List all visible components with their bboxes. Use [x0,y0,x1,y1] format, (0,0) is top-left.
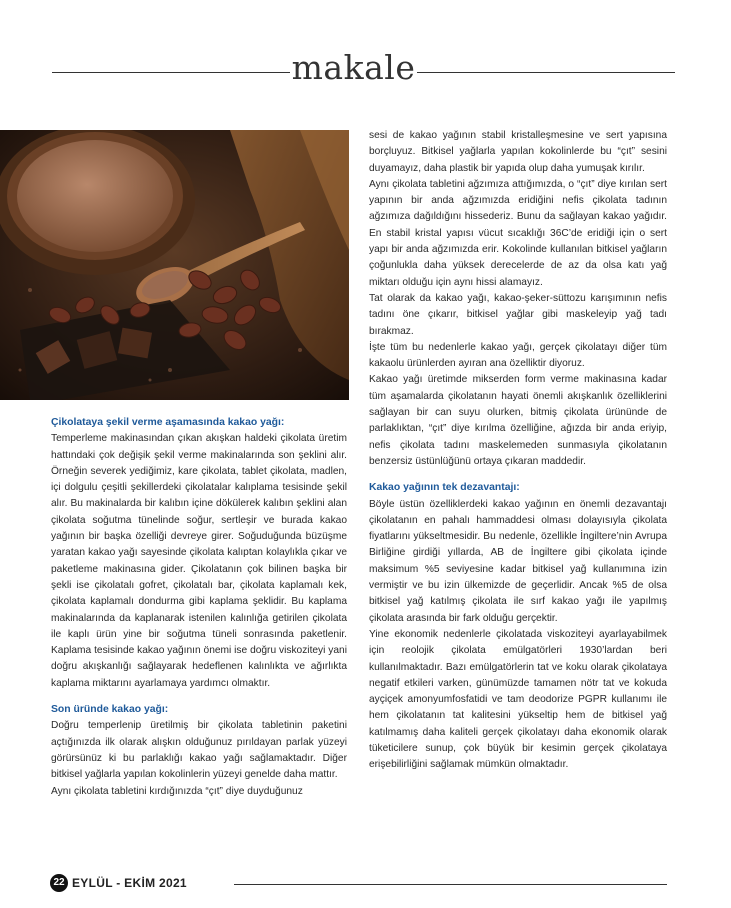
section-text-shaping: Temperleme makinasından çıkan akışkan haldeki çikolata üretim hattındaki çok değişik şekil verme makinalarında son şeklini alır. Örneğin severek yediğimiz, kare çikolata, tablet çikolata, madlen, içi dolgulu çeşitli şekillerdeki çikolatalar kalıplama tesisinde şekil alır. Bu makinalarda bir kalıbın içine dökülerek kalıbın şeklini alan çikolata soğutma tünelinde soğur, sertleşir ve burada kakao yağının bir başka özelliği devreye girer. Soğuduğunda büzüşme yaratan kakao yağı sayesinde çikolata kalıptan kolaylıkla çıkar ve paketleme makinasına gider. Çikolatanın çok bilinen başka bir şekli ise çikolatalı gofret, çikolatalı bar, çikolata kaplamalı kek, çikolata kaplamalı dondurma gibi kaplama şeklidir. Bu kaplama makinalarında da kaplanarak istenilen kalınlığa getirilen çikolata ile kaplı ürün yine bir soğutma tüneli sonrasında paketlenir. Kaplama tesisinde kakao yağının önemi ise doğru viskoziteyi yani doğru akışkanlığı sağlayarak hedeflenen kalınlıkta ve ağırlıkta kaplama miktarını ayarlamaya yardımcı olmaktır. [51,433,347,689]
header-rule-left [52,72,290,73]
section-heading-disadvantage: Kakao yağının tek dezavantajı: [369,482,520,494]
cocoa-photo [0,130,349,400]
paragraph-main-feature: İşte tüm bu nedenlerle kakao yağı, gerçek çikolatayı diğer tüm kakaolu ürünlerden ayıran ana özelliktir diyoruz. [369,341,667,370]
paragraph-taste: Tat olarak da kakao yağı, kakao-şeker-süttozu karışımının nefis tadını öne çıkarır, bitkisel yağlar gibi maskeleyip yağ tadı bırakmaz. [369,292,667,337]
footer-rule [234,884,667,885]
section-heading-final-product: Son üründe kakao yağı: [51,704,169,716]
header-rule-right [417,72,675,73]
paragraph-summary: Kakao yağı üretimde mikserden form verme makinasına kadar tüm aşamalarda çikolatanın hayati önemli akışkanlık özelliklerini sağlayan bir can suyu olurken, bitmiş çikolata ürününde de parlaklıktan, “çıt” diye kırılma özelliğine, ağızda bir anda eriyip, nefis çikolata tadını maskelemeden sunmasıyla çikolatanın benzersiz üstünlüğünü ortaya çıkaran maddedir. [369,374,667,467]
section-brand: makale [291,48,416,87]
issue-date: EYLÜL - EKİM 2021 [72,876,187,890]
right-column [369,128,667,774]
left-column [51,415,347,800]
section-heading-shaping: Çikolataya şekil verme aşamasında kakao yağı: [51,417,285,428]
paragraph-emulsifiers: Yine ekonomik nedenlerle çikolatada viskoziteyi ayarlayabilmek için reolojik çikolata emülgatörleri 1930’lardan beri kullanılmaktadır. Bazı emülgatörlerin tat ve koku olarak çikolataya negatif etkileri varken, günümüzde tamamen nötr tat ve kokuda ayçiçek amonyumfosfatidi ve tam deodorize PGPR kullanımı ile hem çikolatanın tat kalitesini yükseltip hem de bitkisel yağ katılmamış daha kaliteli gerçek çikolatayı daha ekonomik olarak tüketicilere sunup, çok büyük bir kesimin gerçek çikolataya erişebilirliğini sağlamak mümkün olmaktadır. [369,628,667,771]
paragraph-disadvantage: Böyle üstün özelliklerdeki kakao yağının en önemli dezavantajı çikolatanın en pahalı hammaddesi olması dolayısıyla çikolata fiyatlarını yükseltmesidir. Bu nedenle, özellikle İngiltere’nin Avrupa Birliğine girdiği yıllarda, AB de İngiltere gibi çikolata içinde maksimum %5 seviyesine kadar bitkisel yağ kullanımına izin vermiştir ve bu izin ülkemizde de geçerlidir. Ancak %5 de olsa bitkisel yağ katılmış çikolata ile sırf kakao yağı ile yapılmış çikolata arasında bir fark olduğu gerçektir. [369,498,667,624]
paragraph-final-product-2: Aynı çikolata tabletini kırdığınızda “çıt” diye duyduğunuz [51,785,303,797]
page-number: 22 [50,874,68,892]
paragraph-snap-sound: sesi de kakao yağının stabil kristalleşmesine ve sert yapısına borçluyuz. Bitkisel yağlarla yapılan kokolinlerde bu “çıt” sesini duyamayız, daha plastik bir yapıda olup daha yumuşak kırılır. [369,130,667,174]
paragraph-final-product-1: Doğru temperlenip üretilmiş bir çikolata tabletinin paketini açtığınızda ilk olarak alışkın olduğunuz pırıldayan parlak yüzeyi görürsünüz ki bu parlaklığı kakao yağı sağlamaktadır. Diğer bitkisel yağlarla yapılan kokolinlerin yüzeyi genelde daha mattır. [51,720,347,781]
cocoa-photo-illustration [0,130,349,400]
paragraph-melting: Aynı çikolata tabletini ağzımıza attığımızda, o “çıt” diye kırılan sert yapının bir anda ağzımızda eridiğini nefis çikolata tadının ağzımıza dağıldığını hissederiz. Bunu da sağlayan kakao yağıdır. En stabil kristal yapısı vücut sıcaklığı 36C’de eridiği için o sert yapı bir anda ağzımızda erir. Kokolinde kullanılan bitkisel yağların çoğunlukla daha yüksek derecelerde de az da olsa katı yağ miktarı olduğu için aynı hissi alamayız. [369,178,667,288]
